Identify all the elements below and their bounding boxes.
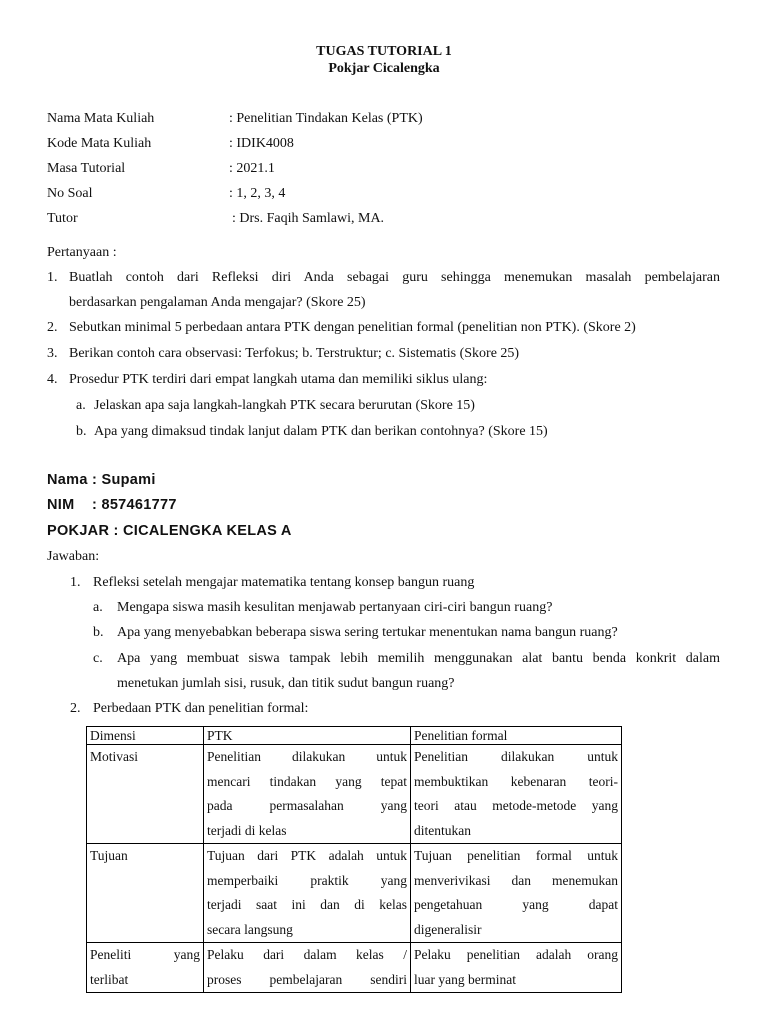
table-cell-formal	[411, 745, 622, 844]
table-cell-dimension	[87, 844, 204, 943]
cell-line: Penelitian dilakukan untuk	[414, 749, 618, 764]
info-value: : 1, 2, 3, 4	[229, 186, 286, 201]
answer-sub-text: Mengapa siswa masih kesulitan menjawab pertanyaan ciri-ciri bangun ruang?	[117, 600, 553, 615]
table-cell-dimension	[87, 745, 204, 844]
comparison-table	[86, 726, 622, 993]
student-pokjar: POKJAR : CICALENGKA KELAS A	[47, 523, 292, 539]
cell-line: luar yang berminat	[414, 971, 516, 987]
cell-line: mencari tindakan yang tepat	[207, 773, 407, 789]
cell-line: Tujuan	[90, 848, 128, 863]
table-header-cell: PTK	[204, 727, 411, 745]
question-number: 2.	[47, 320, 58, 335]
cell-line: Tujuan dari PTK adalah untuk	[207, 848, 407, 863]
question-text: Buatlah contoh dari Refleksi diri Anda sebagai guru sehingga menemukan masalah pembelajaran	[69, 270, 720, 285]
table-cell-ptk	[204, 943, 411, 993]
table-cell-formal	[411, 844, 622, 943]
info-label: Tutor	[47, 211, 78, 226]
cell-line: Motivasi	[90, 749, 139, 764]
document-subtitle: Pokjar Cicalengka	[328, 61, 440, 76]
info-label: Nama Mata Kuliah	[47, 111, 155, 126]
question-number: 1.	[47, 270, 58, 285]
cell-line: Tujuan penelitian formal untuk	[414, 848, 618, 863]
table-cell-ptk	[204, 745, 411, 844]
answer-text: Perbedaan PTK dan penelitian formal:	[93, 701, 309, 716]
question-text: Prosedur PTK terdiri dari empat langkah utama dan memiliki siklus ulang:	[69, 372, 488, 387]
cell-line: pada permasalahan yang	[207, 798, 407, 813]
info-label: Kode Mata Kuliah	[47, 136, 152, 151]
question-number: 3.	[47, 346, 58, 361]
info-label: No Soal	[47, 186, 93, 201]
cell-line: proses pembelajaran sendiri	[207, 971, 407, 987]
sub-question-text: Jelaskan apa saja langkah-langkah PTK secara berurutan (Skore 15)	[94, 398, 475, 413]
answer-sub-text: Apa yang membuat siswa tampak lebih memilih menggunakan alat bantu benda konkrit dalam	[117, 651, 720, 666]
answer-number: 1.	[70, 575, 81, 590]
info-value: : Drs. Faqih Samlawi, MA.	[232, 211, 385, 226]
table-cell-formal	[411, 943, 622, 993]
table-header-cell: Dimensi	[87, 727, 204, 745]
cell-line: membuktikan kebenaran teori-	[414, 773, 618, 789]
cell-line: secara langsung	[207, 921, 293, 937]
answer-number: 2.	[70, 701, 81, 716]
cell-line: pengetahuan yang dapat	[414, 897, 618, 912]
questions-heading: Pertanyaan :	[47, 245, 117, 260]
cell-line: Penelitian dilakukan untuk	[207, 749, 407, 764]
table-header-row	[87, 727, 622, 745]
answer-sub-letter: c.	[93, 651, 103, 666]
cell-line: memperbaiki praktik yang	[207, 872, 407, 888]
cell-line: ditentukan	[414, 822, 471, 838]
document-title: TUGAS TUTORIAL 1	[316, 44, 452, 59]
cell-line: menverivikasi dan menemukan	[414, 872, 618, 888]
question-text: Sebutkan minimal 5 perbedaan antara PTK dengan penelitian formal (penelitian non PTK). (Skore 2)	[69, 320, 636, 335]
answer-sub-letter: a.	[93, 600, 103, 615]
answers-heading: Jawaban:	[47, 549, 100, 564]
cell-line: terlibat	[90, 971, 129, 987]
sub-question-letter: b.	[76, 424, 87, 439]
sub-question-letter: a.	[76, 398, 86, 413]
table-cell-dimension	[87, 943, 204, 993]
info-value: : Penelitian Tindakan Kelas (PTK)	[229, 111, 423, 126]
cell-line: digeneralisir	[414, 921, 482, 937]
table-row	[87, 943, 622, 993]
cell-line: Peneliti yang	[90, 947, 200, 962]
answer-sub-text: Apa yang menyebabkan beberapa siswa sering tertukar menentukan nama bangun ruang?	[117, 625, 618, 640]
student-nim-label: NIM	[47, 497, 75, 513]
student-name: Nama : Supami	[47, 472, 156, 488]
info-value: : IDIK4008	[229, 136, 294, 151]
cell-line: terjadi saat ini dan di kelas	[207, 897, 407, 912]
info-label: Masa Tutorial	[47, 161, 126, 176]
sub-question-text: Apa yang dimaksud tindak lanjut dalam PTK dan berikan contohnya? (Skore 15)	[94, 424, 548, 439]
cell-line: terjadi di kelas	[207, 822, 287, 838]
table-cell-ptk	[204, 844, 411, 943]
cell-line: Pelaku penelitian adalah orang	[414, 947, 618, 962]
table-row	[87, 745, 622, 844]
cell-line: Pelaku dari dalam kelas /	[207, 947, 407, 962]
question-text: Berikan contoh cara observasi: Terfokus; b. Terstruktur; c. Sistematis (Skore 25)	[69, 346, 520, 361]
answer-sub-letter: b.	[93, 625, 104, 640]
table-row	[87, 844, 622, 943]
cell-line: teori atau metode-metode yang	[414, 798, 618, 813]
table-header-cell: Penelitian formal	[411, 727, 622, 745]
answer-text: Refleksi setelah mengajar matematika tentang konsep bangun ruang	[93, 575, 475, 590]
info-value: : 2021.1	[229, 161, 275, 176]
student-nim-value: : 857461777	[92, 497, 177, 513]
question-number: 4.	[47, 372, 58, 387]
question-text: berdasarkan pengalaman Anda mengajar? (Skore 25)	[69, 295, 366, 310]
answer-sub-text: menetukan jumlah sisi, rusuk, dan titik sudut bangun ruang?	[117, 676, 455, 691]
